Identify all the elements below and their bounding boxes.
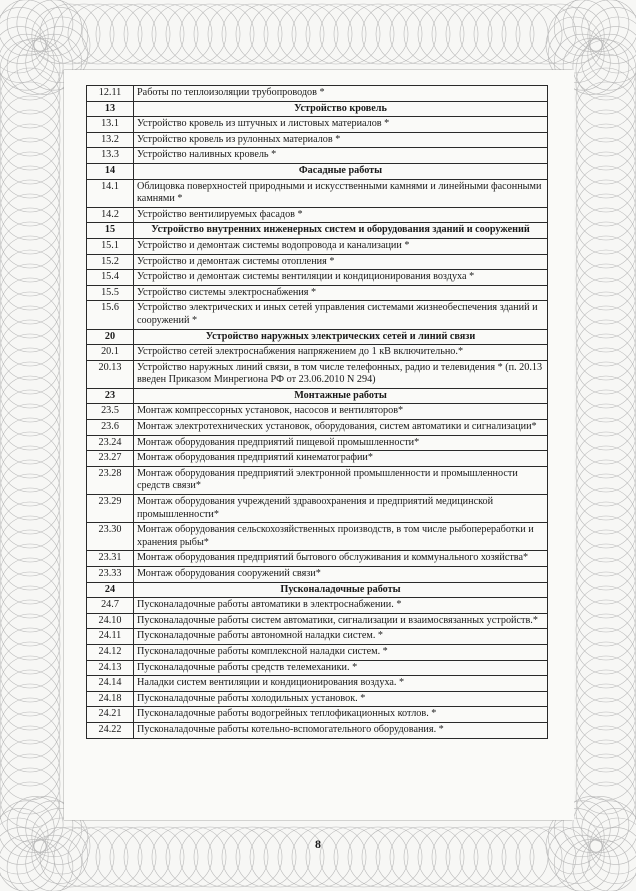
section-title: Монтажные работы (134, 388, 548, 404)
row-description: Пусконаладочные работы систем автоматики, сигнализации и взаимосвязанных устройств.* (134, 613, 548, 629)
row-description: Устройство наливных кровель * (134, 148, 548, 164)
table-row (87, 285, 548, 301)
section-title: Устройство наружных электрических сетей и линий связи (134, 329, 548, 345)
row-code: 24.11 (87, 629, 134, 645)
row-code: 23.6 (87, 420, 134, 436)
row-code: 24.10 (87, 613, 134, 629)
row-description: Монтаж компрессорных установок, насосов и вентиляторов* (134, 404, 548, 420)
row-code: 24 (87, 582, 134, 598)
table-row (87, 644, 548, 660)
row-code: 23.29 (87, 495, 134, 523)
row-code: 24.7 (87, 598, 134, 614)
row-description: Монтаж оборудования учреждений здравоохранения и предприятий медицинской промышленности* (134, 495, 548, 523)
table-row (87, 179, 548, 207)
row-description: Пусконаладочные работы автономной наладки систем. * (134, 629, 548, 645)
row-description: Монтаж оборудования сельскохозяйственных производств, в том числе рыбопереработки и хранения рыбы* (134, 523, 548, 551)
row-description: Монтаж электротехнических установок, оборудования, систем автоматики и сигнализации* (134, 420, 548, 436)
row-code: 13.1 (87, 117, 134, 133)
row-code: 15 (87, 223, 134, 239)
table-row (87, 254, 548, 270)
table-row (87, 722, 548, 738)
section-row (87, 163, 548, 179)
table-row (87, 86, 548, 102)
row-code: 12.11 (87, 86, 134, 102)
table-row (87, 360, 548, 388)
document-content (86, 85, 548, 739)
table-row (87, 567, 548, 583)
row-code: 23.27 (87, 451, 134, 467)
row-description: Монтаж оборудования предприятий кинематографии* (134, 451, 548, 467)
row-code: 15.4 (87, 270, 134, 286)
row-description: Монтаж оборудования сооружений связи* (134, 567, 548, 583)
row-description: Облицовка поверхностей природными и искусственными камнями и линейными фасонными камнями * (134, 179, 548, 207)
row-code: 24.13 (87, 660, 134, 676)
table-row (87, 551, 548, 567)
row-description: Устройство электрических и иных сетей управления системами жизнеобеспечения зданий и сооружений * (134, 301, 548, 329)
row-description: Монтаж оборудования предприятий бытового обслуживания и коммунального хозяйства* (134, 551, 548, 567)
table-row (87, 435, 548, 451)
table-row (87, 691, 548, 707)
row-code: 24.22 (87, 722, 134, 738)
row-code: 24.14 (87, 676, 134, 692)
table-row (87, 238, 548, 254)
table-row (87, 598, 548, 614)
row-code: 13.2 (87, 132, 134, 148)
row-description: Устройство сетей электроснабжения напряжением до 1 кВ включительно.* (134, 345, 548, 361)
row-description: Устройство вентилируемых фасадов * (134, 207, 548, 223)
section-title: Устройство кровель (134, 101, 548, 117)
table-row (87, 420, 548, 436)
row-description: Устройство кровель из рулонных материалов * (134, 132, 548, 148)
section-row (87, 101, 548, 117)
row-code: 13 (87, 101, 134, 117)
row-description: Монтаж оборудования предприятий пищевой промышленности* (134, 435, 548, 451)
row-code: 15.6 (87, 301, 134, 329)
row-description: Наладки систем вентиляции и кондиционирования воздуха. * (134, 676, 548, 692)
table-row (87, 451, 548, 467)
section-title: Пусконаладочные работы (134, 582, 548, 598)
table-row (87, 117, 548, 133)
table-row (87, 148, 548, 164)
row-description: Устройство и демонтаж системы вентиляции и кондиционирования воздуха * (134, 270, 548, 286)
section-title: Устройство внутренних инженерных систем и оборудования зданий и сооружений (134, 223, 548, 239)
table-row (87, 466, 548, 494)
row-description: Устройство и демонтаж системы отопления * (134, 254, 548, 270)
row-code: 14.1 (87, 179, 134, 207)
table-row (87, 132, 548, 148)
table-row (87, 676, 548, 692)
row-code: 24.18 (87, 691, 134, 707)
row-code: 23.5 (87, 404, 134, 420)
row-description: Пусконаладочные работы водогрейных теплофикационных котлов. * (134, 707, 548, 723)
row-description: Пусконаладочные работы котельно-вспомогательного оборудования. * (134, 722, 548, 738)
section-row (87, 582, 548, 598)
table-row (87, 707, 548, 723)
table-row (87, 207, 548, 223)
section-row (87, 388, 548, 404)
row-code: 23.28 (87, 466, 134, 494)
row-description: Пусконаладочные работы средств телемеханики. * (134, 660, 548, 676)
section-row (87, 223, 548, 239)
row-code: 15.2 (87, 254, 134, 270)
row-code: 24.21 (87, 707, 134, 723)
table-row (87, 495, 548, 523)
table-row (87, 660, 548, 676)
row-code: 13.3 (87, 148, 134, 164)
works-table-body (87, 86, 548, 739)
table-row (87, 270, 548, 286)
row-code: 15.5 (87, 285, 134, 301)
row-description: Устройство кровель из штучных и листовых материалов * (134, 117, 548, 133)
row-description: Пусконаладочные работы автоматики в электроснабжении. * (134, 598, 548, 614)
row-code: 14 (87, 163, 134, 179)
row-code: 14.2 (87, 207, 134, 223)
row-code: 24.12 (87, 644, 134, 660)
page-number: 8 (315, 837, 321, 851)
works-table (86, 85, 548, 739)
row-code: 23.31 (87, 551, 134, 567)
row-code: 20.1 (87, 345, 134, 361)
row-code: 23.33 (87, 567, 134, 583)
table-row (87, 629, 548, 645)
table-row (87, 523, 548, 551)
row-description: Монтаж оборудования предприятий электронной промышленности и промышленности средств связи* (134, 466, 548, 494)
row-description: Устройство системы электроснабжения * (134, 285, 548, 301)
section-row (87, 329, 548, 345)
row-description: Устройство наружных линий связи, в том числе телефонных, радио и телевидения * (п. 20.13 введен Приказом Минрегиона РФ от 23.06.2010 N 294) (134, 360, 548, 388)
row-code: 23 (87, 388, 134, 404)
table-row (87, 613, 548, 629)
row-code: 23.30 (87, 523, 134, 551)
row-description: Устройство и демонтаж системы водопровода и канализации * (134, 238, 548, 254)
row-description: Работы по теплоизоляции трубопроводов * (134, 86, 548, 102)
table-row (87, 345, 548, 361)
row-code: 20 (87, 329, 134, 345)
table-row (87, 301, 548, 329)
row-code: 15.1 (87, 238, 134, 254)
section-title: Фасадные работы (134, 163, 548, 179)
row-description: Пусконаладочные работы комплексной наладки систем. * (134, 644, 548, 660)
row-description: Пусконаладочные работы холодильных установок. * (134, 691, 548, 707)
table-row (87, 404, 548, 420)
row-code: 23.24 (87, 435, 134, 451)
row-code: 20.13 (87, 360, 134, 388)
